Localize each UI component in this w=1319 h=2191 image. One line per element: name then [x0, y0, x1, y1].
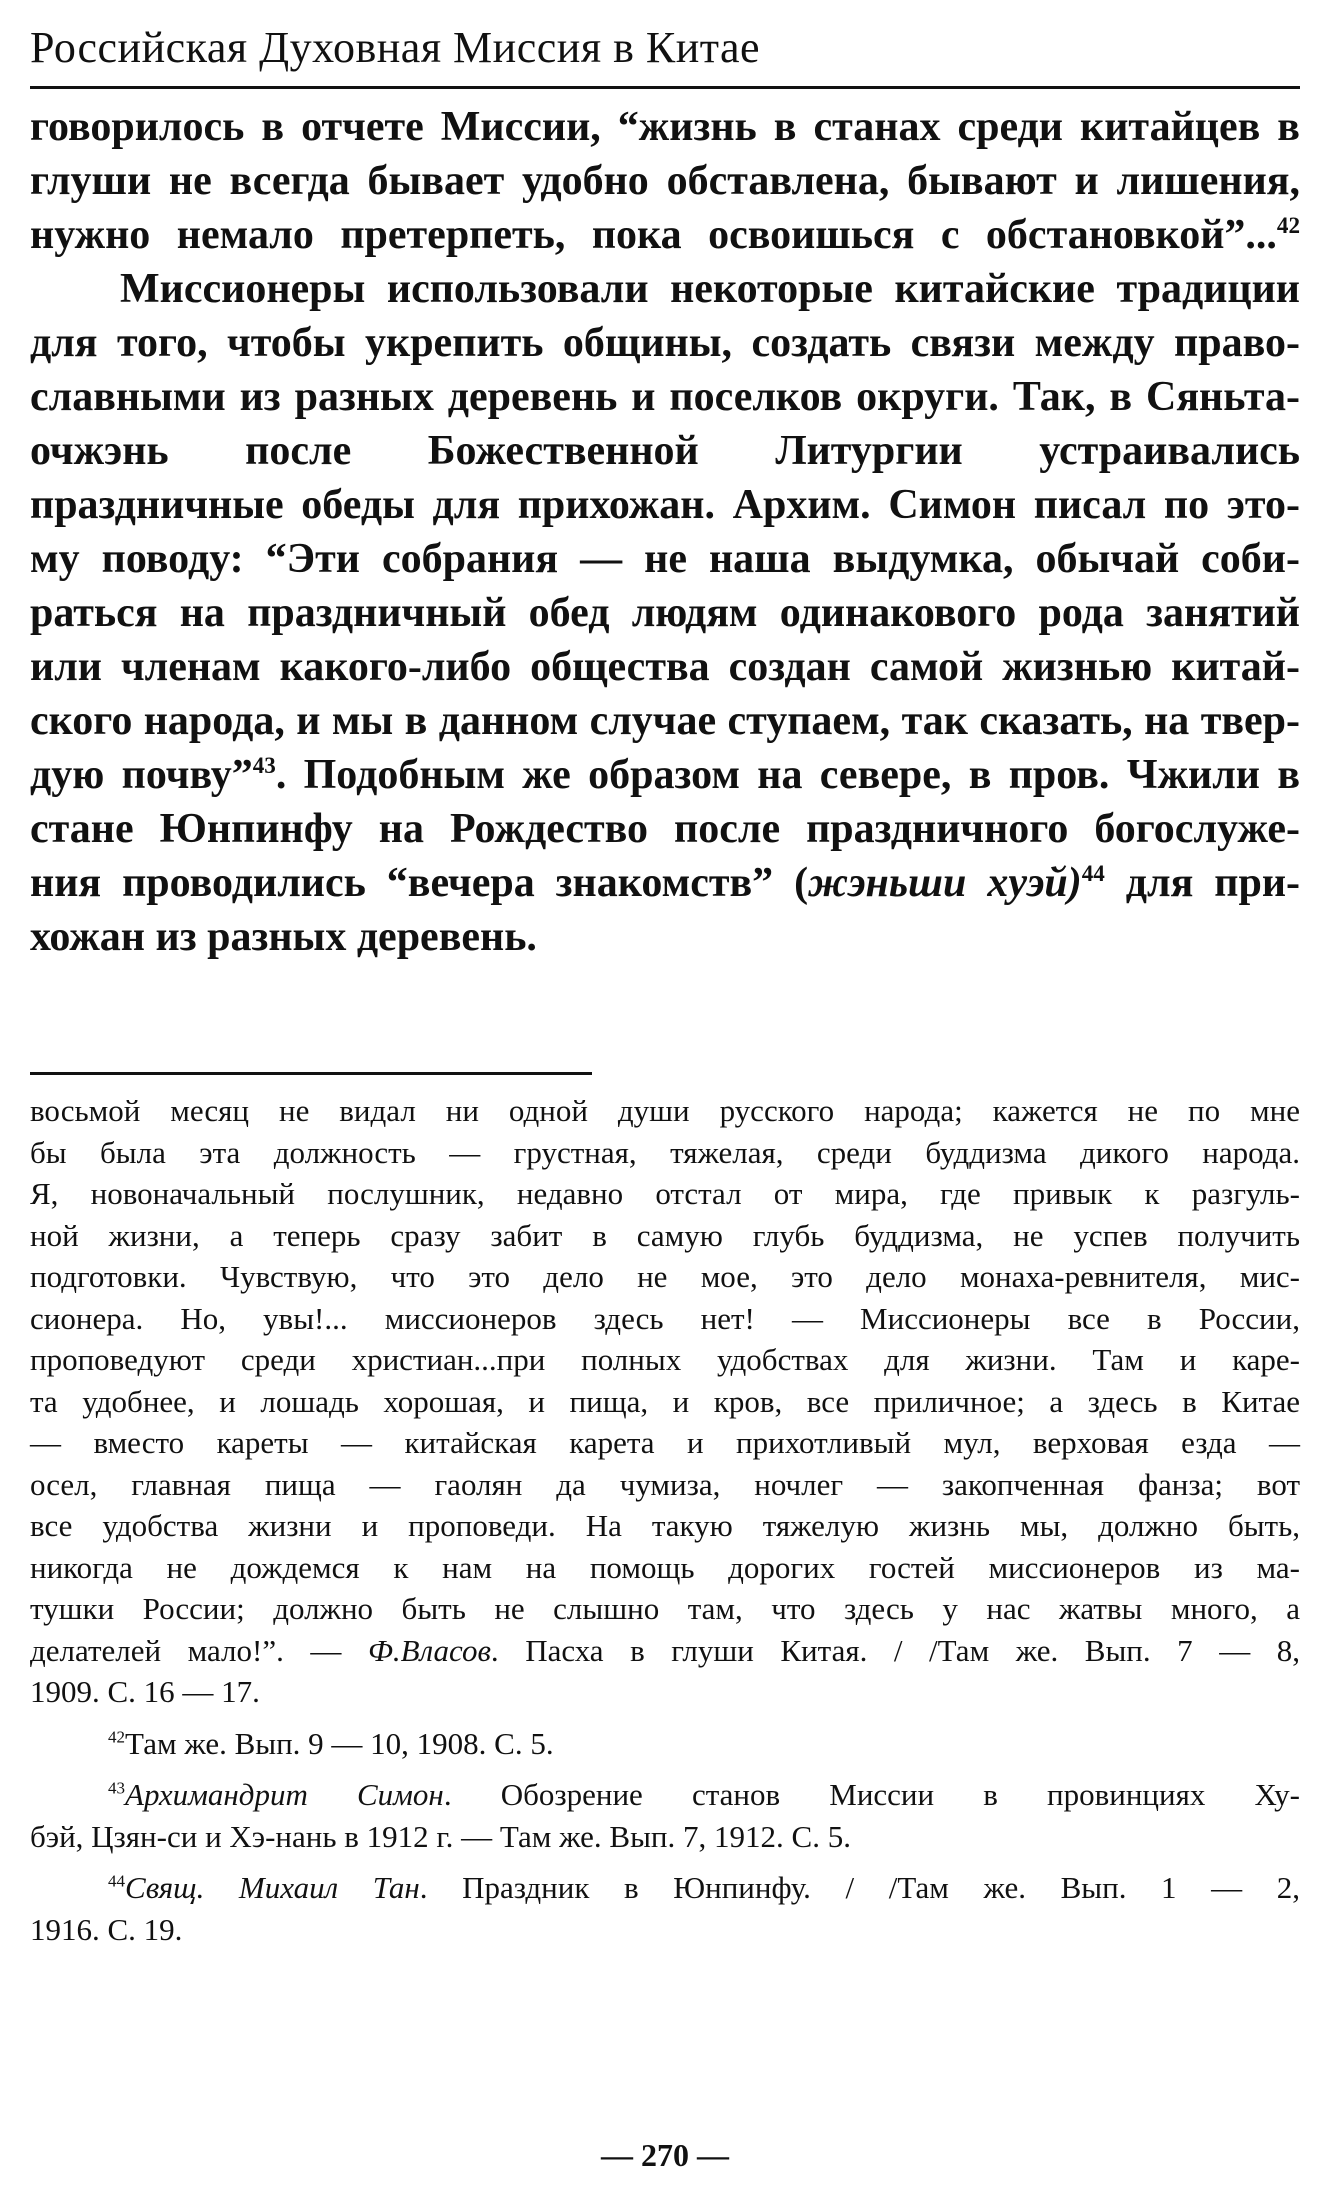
- footnote-line: сионера. Но, увы!... миссионеров здесь нет! — Миссионеры все в России,: [30, 1300, 1300, 1336]
- main-line: или членам какого-либо общества создан самой жизнью китай-: [30, 644, 1300, 690]
- footnote-44: [30, 1867, 1300, 1950]
- footnote-line: $^{43}$Архимандрит Симон. Обозрение станов Миссии в провинциях Ху-: [108, 1777, 1300, 1812]
- main-line: очжэнь после Божественной Литургии устраивались: [30, 428, 1300, 474]
- footnote-line: 1909. С. 16 — 17.: [30, 1674, 260, 1709]
- footnote-line: $^{42}$Там же. Вып. 9 — 10, 1908. С. 5.: [108, 1725, 554, 1761]
- main-line: дую почву”$^{43}$. Подобным же образом на севере, в пров. Чжили в: [30, 752, 1300, 798]
- footnote-line: никогда не дождемся к нам на помощь дорогих гостей миссионеров из ма-: [30, 1549, 1300, 1585]
- running-head: Российская Духовная Миссия в Китае: [30, 23, 761, 72]
- footnote-line: проповедуют среди христиан...при полных удобствах для жизни. Там и каре-: [30, 1342, 1300, 1377]
- footnote-line: Я, новоначальный послушник, недавно отстал от мира, где привык к разгуль-: [30, 1176, 1300, 1211]
- main-line: му поводу: “Эти собрания — не наша выдумка, обычай соби-: [30, 536, 1300, 582]
- main-line: Миссионеры использовали некоторые китайские традиции: [120, 266, 1300, 312]
- main-line: праздничные обеды для прихожан. Архим. Симон писал по это-: [30, 482, 1300, 528]
- footnote-author: Архимандрит Симон: [125, 1777, 444, 1812]
- footnote-line: та удобнее, и лошадь хорошая, и пища, и кров, все приличное; а здесь в Китае: [30, 1383, 1300, 1419]
- footnote-line: тушки России; должно быть не слышно там, что здесь у нас жатвы много, а: [30, 1591, 1300, 1626]
- footnote-line: 1916. С. 19.: [30, 1911, 183, 1947]
- footnote-ref-44[interactable]: 44: [1081, 860, 1105, 886]
- footnote-line: делателей мало!”. — Ф.Власов. Пасха в глуши Китая. / /Там же. Вып. 7 — 8,: [30, 1632, 1300, 1668]
- main-line: раться на праздничный обед людям одинакового рода занятий: [30, 590, 1300, 636]
- page-number: — 270 —: [601, 2137, 729, 2173]
- footnote-line: подготовки. Чувствую, что это дело не мое, это дело монаха-ревнителя, мис-: [30, 1259, 1300, 1294]
- footnote-43: [30, 1774, 1300, 1857]
- footnote-42: [30, 1723, 1300, 1765]
- main-line: ского народа, и мы в данном случае ступаем, так сказать, на твер-: [30, 698, 1300, 744]
- footnote-author: Свящ. Михаил Тан: [125, 1870, 420, 1905]
- main-line: говорилось в отчете Миссии, “жизнь в станах среди китайцев в: [30, 104, 1300, 150]
- main-line: славными из разных деревень и поселков округи. Так, в Сяньта-: [30, 374, 1300, 420]
- footnote-rule: [30, 1072, 592, 1075]
- main-line: глуши не всегда бывает удобно обставлена, бывают и лишения,: [30, 158, 1300, 204]
- footnotes: [30, 1090, 1300, 1950]
- footnote-line: бы была эта должность — грустная, тяжелая, среди буддизма дикого народа.: [30, 1134, 1300, 1170]
- footnote-line: ной жизни, а теперь сразу забит в самую глубь буддизма, не успев получить: [30, 1217, 1300, 1253]
- footnote-line: восьмой месяц не видал ни одной души русского народа; кажется не по мне: [30, 1093, 1300, 1128]
- footnote-ref-43[interactable]: 43: [252, 752, 276, 778]
- main-line: нужно немало претерпеть, пока освоишься с обстановкой”...$^{42}$: [30, 212, 1300, 258]
- book-page: [30, 0, 1300, 2191]
- main-line: хожан из разных деревень.: [30, 914, 537, 960]
- footnote-line: все удобства жизни и проповеди. На такую тяжелую жизнь мы, должно быть,: [30, 1508, 1300, 1543]
- main-text: [30, 100, 1300, 964]
- main-line: для того, чтобы укрепить общины, создать связи между право-: [30, 320, 1300, 366]
- main-line: стане Юнпинфу на Рождество после праздничного богослуже-: [30, 806, 1300, 852]
- footnote-line: $^{44}$Свящ. Михаил Тан. Праздник в Юнпинфу. / /Там же. Вып. 1 — 2,: [108, 1870, 1301, 1905]
- footnote-line: бэй, Цзян-си и Хэ-нань в 1912 г. — Там же. Вып. 7, 1912. С. 5.: [30, 1818, 851, 1854]
- footnote-number: 42: [108, 1727, 126, 1747]
- header-rule: [30, 86, 1300, 89]
- footnote-line: осел, главная пища — гаолян да чумиза, ночлег — закопченная фанза; вот: [30, 1466, 1300, 1502]
- footnote-number: 44: [108, 1871, 126, 1891]
- main-line: ния проводились “вечера знакомств” (жэньши хуэй)$^{44}$ для при-: [30, 860, 1301, 906]
- footnote-ref-42[interactable]: 42: [1276, 212, 1300, 238]
- footnote-line: — вместо кареты — китайская карета и прихотливый мул, верховая езда —: [30, 1425, 1300, 1460]
- footnote-number: 43: [108, 1778, 126, 1798]
